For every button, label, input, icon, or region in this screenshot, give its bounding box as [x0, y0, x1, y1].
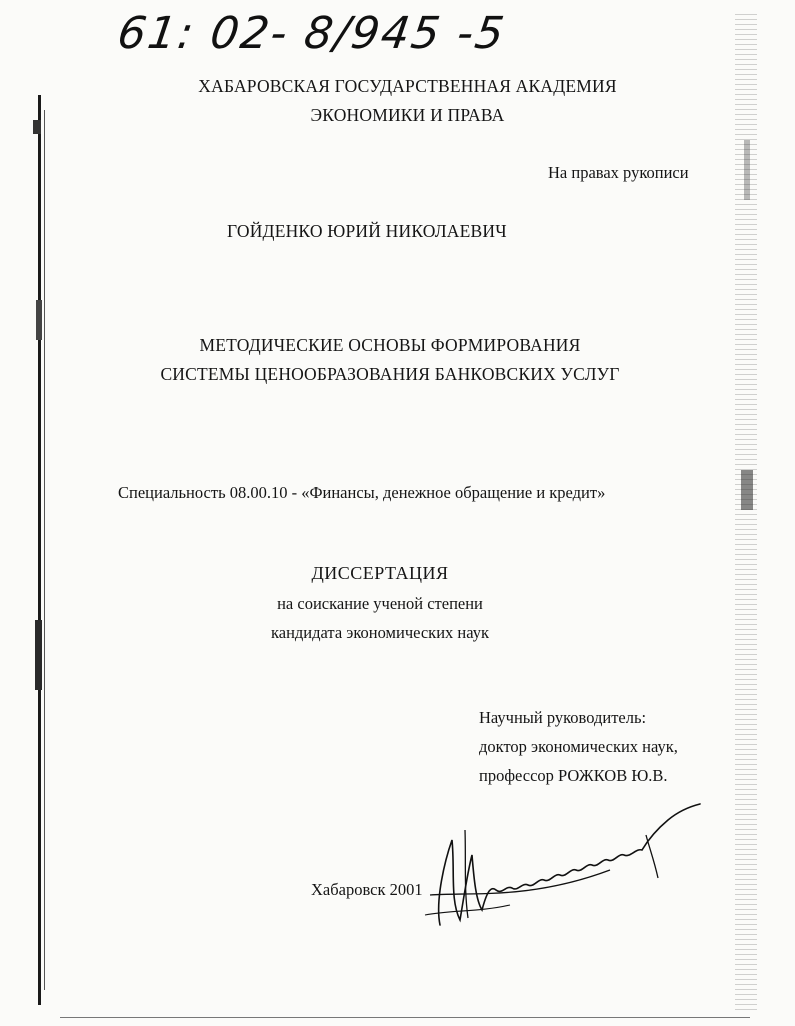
left-scan-edge — [38, 95, 41, 1005]
archive-code-handwritten: 61: 02- 8/945 -5 — [114, 8, 509, 59]
left-scan-edge-mark — [35, 620, 42, 690]
left-scan-edge-thin — [44, 110, 45, 990]
work-type-heading: ДИССЕРТАЦИЯ — [311, 563, 449, 583]
degree-line-1: на соискание ученой степени — [277, 594, 483, 613]
right-scan-noise-dark — [744, 140, 750, 200]
left-scan-edge-mark — [36, 300, 42, 340]
bottom-scan-edge — [60, 1017, 750, 1018]
specialty-line: Специальность 08.00.10 - «Финансы, денежное обращение и кредит» — [118, 483, 606, 502]
left-scan-edge-mark — [33, 120, 41, 134]
title-line-1: МЕТОДИЧЕСКИЕ ОСНОВЫ ФОРМИРОВАНИЯ — [199, 335, 581, 355]
institution-line-1: ХАБАРОВСКАЯ ГОСУДАРСТВЕННАЯ АКАДЕМИЯ — [198, 76, 617, 96]
supervisor-label: Научный руководитель: — [479, 708, 647, 727]
author-name: ГОЙДЕНКО ЮРИЙ НИКОЛАЕВИЧ — [227, 221, 507, 241]
institution-line-2: ЭКОНОМИКИ И ПРАВА — [310, 105, 505, 125]
manuscript-note: На правах рукописи — [548, 163, 689, 182]
signature-graphic — [410, 800, 710, 930]
degree-line-2: кандидата экономических наук — [270, 623, 489, 642]
place-year: Хабаровск 2001 — [311, 880, 423, 899]
supervisor-degree: доктор экономических наук, — [479, 737, 678, 756]
supervisor-name: профессор РОЖКОВ Ю.В. — [479, 766, 668, 785]
title-line-2: СИСТЕМЫ ЦЕНООБРАЗОВАНИЯ БАНКОВСКИХ УСЛУГ — [160, 364, 620, 384]
right-scan-noise-dark — [741, 470, 753, 510]
